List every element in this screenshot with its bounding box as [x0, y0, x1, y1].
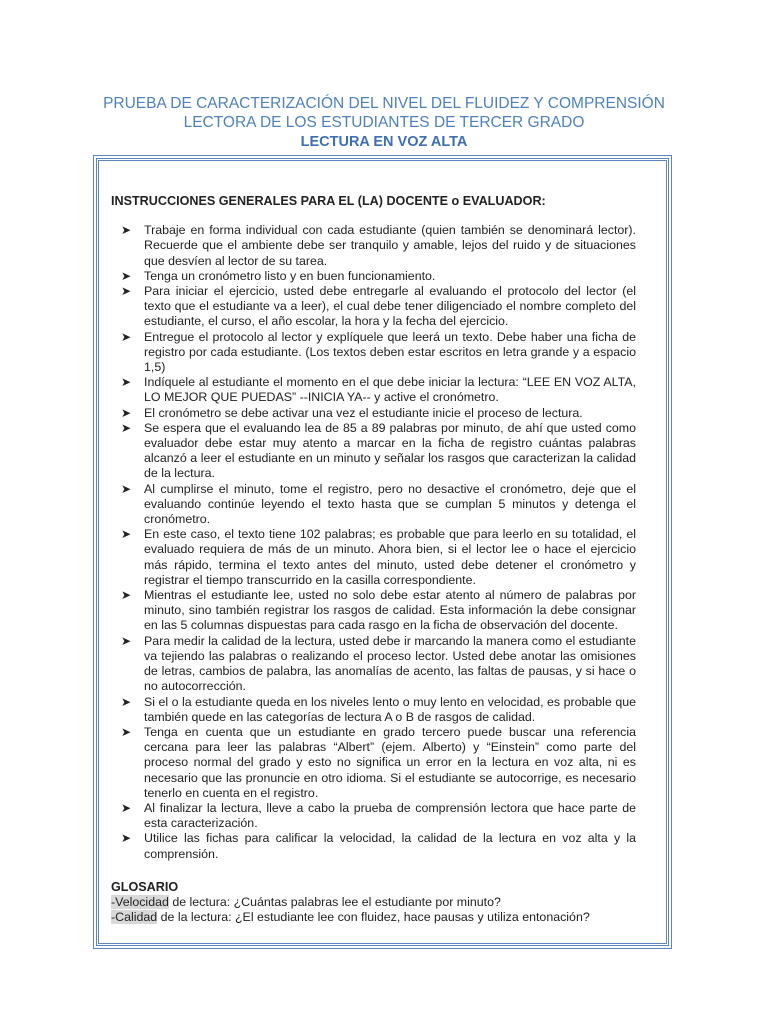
instruction-item: [111, 695, 636, 725]
instruction-item: [111, 375, 636, 405]
instruction-item: [111, 421, 636, 482]
instruction-text: El cronómetro se debe activar una vez el estudiante inicie el proceso de lectura.: [144, 405, 583, 420]
glossary-entry: [111, 910, 636, 925]
instructions-list: [111, 223, 636, 862]
glossary-entry: [111, 895, 636, 910]
instruction-text: En este caso, el texto tiene 102 palabras; es probable que para leerlo en su totalidad, el evaluado requiera de más de un minuto. Ahora bien, si el lector lee o hace el ejercicio más rápido, termina el texto antes del minuto, usted debe detener el cronómetro y registrar el tiempo transcurrido en la casilla correspondiente.: [144, 527, 636, 587]
instruction-text: Si el o la estudiante queda en los niveles lento o muy lento en velocidad, es probable que también quede en las categorías de lectura A o B de rasgos de calidad.: [144, 694, 636, 724]
document-title-line-2: LECTORA DE LOS ESTUDIANTES DE TERCER GRADO: [183, 114, 585, 131]
instruction-item: [111, 588, 636, 634]
instruction-text: Utilice las fichas para calificar la velocidad, la calidad de la lectura en voz alta y la comprensión.: [144, 831, 636, 861]
instruction-text: Entregue el protocolo al lector y explíquele que leerá un texto. Debe haber una ficha de registro por cada estudiante. (Los textos deben estar escritos en letra grande y a espacio 1,5): [144, 329, 636, 375]
glossary-list: [111, 895, 636, 925]
instruction-item: [111, 725, 636, 801]
glossary-title: GLOSARIO: [111, 879, 179, 894]
arrow-right-icon: ➤: [121, 329, 132, 344]
instruction-item: [111, 801, 636, 831]
instruction-item: [111, 269, 636, 284]
arrow-right-icon: ➤: [121, 420, 132, 435]
arrow-right-icon: ➤: [121, 633, 132, 648]
glossary-definition: de la lectura: ¿El estudiante lee con fluidez, hace pausas y utiliza entonación?: [157, 910, 590, 925]
arrow-right-icon: ➤: [121, 831, 132, 846]
arrow-right-icon: ➤: [121, 268, 132, 283]
arrow-right-icon: ➤: [121, 481, 132, 496]
instruction-item: [111, 527, 636, 588]
instruction-text: Trabaje en forma individual con cada estudiante (quien también se denominará lector). Recuerde que el ambiente debe ser tranquilo y amable, lejos del ruido y de situaciones que desvíen al lector de su tarea.: [144, 223, 636, 268]
instruction-text: Tenga en cuenta que un estudiante en grado tercero puede buscar una referencia cercana para leer las palabras “Albert” (ejem. Alberto) y “Einstein” como parte del proceso normal del grado y esto no significa un error en la lectura en voz alta, ni es necesario que las pronuncie en otro idioma. Si el estudiante se autocorrige, es necesario tenerlo en cuenta en el registro.: [144, 724, 636, 800]
instruction-text: Al cumplirse el minuto, tome el registro, pero no desactive el cronómetro, deje que el evaluando continúe leyendo el texto hasta que se cumplan 5 minutos y detenga el cronómetro.: [144, 481, 636, 527]
instruction-item: [111, 284, 636, 330]
glossary-term: -Velocidad: [111, 894, 169, 909]
instruction-text: Para iniciar el ejercicio, usted debe entregarle al evaluando el protocolo del lector (el texto que el estudiante va a leer), el cual debe tener diligenciado el nombre completo del estudiante, el curso, el año escolar, la hora y la fecha del ejercicio.: [144, 284, 636, 329]
arrow-right-icon: ➤: [121, 527, 132, 542]
instruction-text: Se espera que el evaluando lea de 85 a 89 palabras por minuto, de ahí que usted como evaluador debe estar muy atento a marcar en la ficha de registro cuántas palabras alcanzó a leer el estudiante en un minuto y señalar los rasgos que caracterizan la calidad de la lectura.: [144, 420, 636, 481]
arrow-right-icon: ➤: [121, 800, 132, 815]
document-title-line-1: PRUEBA DE CARACTERIZACIÓN DEL NIVEL DEL FLUIDEZ Y COMPRENSIÓN: [103, 95, 665, 112]
instruction-item: [111, 634, 636, 695]
arrow-right-icon: ➤: [121, 694, 132, 709]
glossary-term: -Calidad: [111, 910, 158, 925]
arrow-right-icon: ➤: [121, 375, 132, 390]
instruction-item: [111, 223, 636, 269]
instruction-item: [111, 482, 636, 528]
arrow-right-icon: ➤: [121, 724, 132, 739]
arrow-right-icon: ➤: [121, 284, 132, 299]
instructions-content: [111, 194, 636, 925]
glossary-definition: de lectura: ¿Cuántas palabras lee el estudiante por minuto?: [168, 894, 501, 909]
instructions-heading: INSTRUCCIONES GENERALES PARA EL (LA) DOCENTE o EVALUADOR:: [111, 194, 546, 208]
instruction-item: [111, 406, 636, 421]
instruction-text: Indíquele al estudiante el momento en el que debe iniciar la lectura: “LEE EN VOZ ALTA, LO MEJOR QUE PUEDAS” --INICIA YA-- y active el cronómetro.: [144, 375, 636, 405]
instruction-text: Tenga un cronómetro listo y en buen funcionamiento.: [144, 268, 436, 283]
arrow-right-icon: ➤: [121, 588, 132, 603]
instruction-text: Al finalizar la lectura, lleve a cabo la prueba de comprensión lectora que hace parte de esta caracterización.: [144, 800, 636, 831]
arrow-right-icon: ➤: [121, 405, 132, 420]
arrow-right-icon: ➤: [121, 223, 132, 238]
instruction-item: [111, 831, 636, 861]
instruction-text: Para medir la calidad de la lectura, usted debe ir marcando la manera como el estudiante va tejiendo las palabras o realizando el proceso lector. Usted debe anotar las omisiones de letras, cambios de palabra, las anomalías de acento, las faltas de pausas, y si hace o no autocorrección.: [144, 633, 636, 694]
instruction-text: Mientras el estudiante lee, usted no solo debe estar atento al número de palabras por minuto, sino también registrar los rasgos de calidad. Esta información la debe consignar en las 5 columnas dispuestas para cada rasgo en la ficha de observación del docente.: [144, 588, 636, 633]
instruction-item: [111, 330, 636, 376]
document-subtitle: LECTURA EN VOZ ALTA: [300, 134, 468, 150]
